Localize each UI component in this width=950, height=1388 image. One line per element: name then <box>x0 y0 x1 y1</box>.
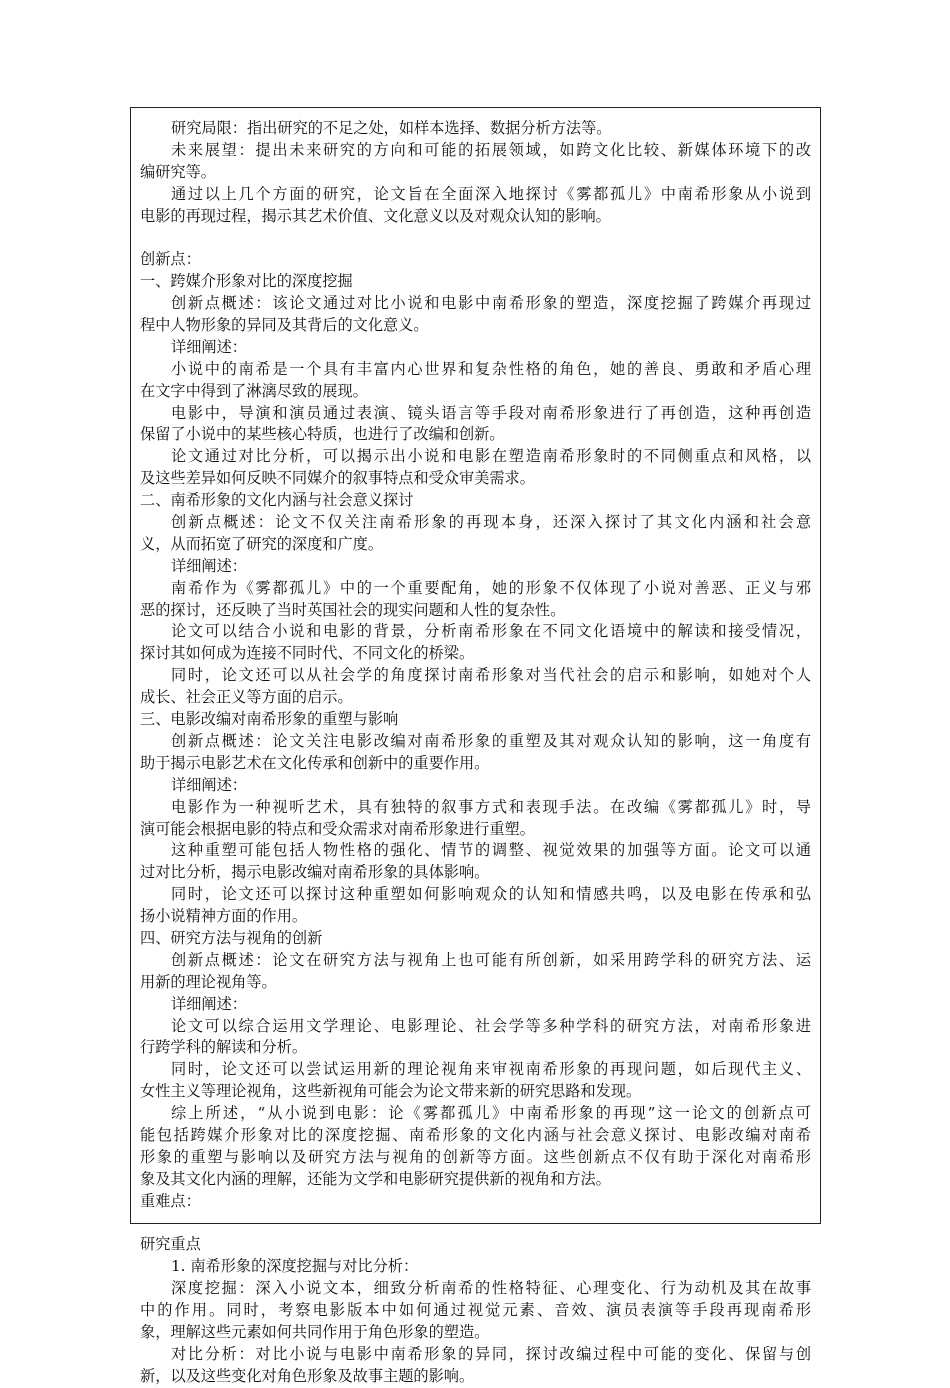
text-line: 创新点概述：论文关注电影改编对南希形象的重塑及其对观众认知的影响，这一角度有 <box>171 731 811 750</box>
text-line: 形象的重塑与影响以及研究方法与视角的创新等方面。这些创新点不仅有助于深化对南希形 <box>140 1147 811 1166</box>
text-line: 通过以上几个方面的研究，论文旨在全面深入地探讨《雾都孤儿》中南希形象从小说到 <box>171 184 811 203</box>
text-line: 详细阐述： <box>171 994 247 1013</box>
text-line: 同时，论文还可以尝试运用新的理论视角来审视南希形象的再现问题，如后现代主义、 <box>171 1060 811 1079</box>
text-line: 研究重点 <box>140 1235 201 1254</box>
text-line: 详细阐述： <box>171 556 247 575</box>
text-line: 对比分析：对比小说与电影中南希形象的异同，探讨改编过程中可能的变化、保留与创 <box>171 1344 811 1363</box>
text-line: 创新点概述：论文不仅关注南希形象的再现本身，还深入探讨了其文化内涵和社会意 <box>171 513 811 532</box>
text-line: 论文通过对比分析，可以揭示出小说和电影在塑造南希形象时的不同侧重点和风格，以 <box>171 447 811 466</box>
text-line: 综上所述，“从小说到电影：论《雾都孤儿》中南希形象的再现”这一论文的创新点可 <box>171 1104 811 1123</box>
text-line: 中的作用。同时，考察电影版本中如何通过视觉元素、音效、演员表演等手段再现南希形 <box>140 1301 811 1320</box>
text-line: 创新点概述：论文在研究方法与视角上也可能有所创新，如采用跨学科的研究方法、运 <box>171 950 811 969</box>
text-line: 用新的理论视角等。 <box>140 972 277 991</box>
text-line: 编研究等。 <box>140 162 216 181</box>
document-table-cell <box>130 107 821 1385</box>
text-line: 南希作为《雾都孤儿》中的一个重要配角，她的形象不仅体现了小说对善恶、正义与邪 <box>171 578 811 597</box>
text-line: 能包括跨媒介形象对比的深度挖掘、南希形象的文化内涵与社会意义探讨、电影改编对南希 <box>140 1125 811 1144</box>
text-line: 象，理解这些元素如何共同作用于角色形象的塑造。 <box>140 1322 490 1341</box>
text-line: 创新点： <box>140 250 201 269</box>
text-line: 过对比分析，揭示电影改编对南希形象的具体影响。 <box>140 863 490 882</box>
text-line: 二、南希形象的文化内涵与社会意义探讨 <box>140 491 414 510</box>
text-line: 重难点： <box>140 1191 201 1210</box>
text-line: 及这些差异如何反映不同媒介的叙事特点和受众审美需求。 <box>140 469 535 488</box>
text-line: 演可能会根据电影的特点和受众需求对南希形象进行重塑。 <box>140 819 535 838</box>
text-line: 详细阐述： <box>171 337 247 356</box>
text-line: 论文可以综合运用文学理论、电影理论、社会学等多种学科的研究方法，对南希形象进 <box>171 1016 811 1035</box>
text-line: 探讨其如何成为连接不同时代、不同文化的桥梁。 <box>140 644 475 663</box>
blank-line <box>140 227 811 249</box>
text-line: 论文可以结合小说和电影的背景，分析南希形象在不同文化语境中的解读和接受情况， <box>171 622 811 641</box>
blank-line <box>140 1213 811 1235</box>
text-line: 电影的再现过程，揭示其艺术价值、文化意义以及对观众认知的影响。 <box>140 206 611 225</box>
text-line: 详细阐述： <box>171 775 247 794</box>
text-line: 同时，论文还可以从社会学的角度探讨南希形象对当代社会的启示和影响，如她对个人 <box>171 666 811 685</box>
text-line: 扬小说精神方面的作用。 <box>140 907 308 926</box>
text-line: 创新点概述：该论文通过对比小说和电影中南希形象的塑造，深度挖掘了跨媒介再现过 <box>171 294 811 313</box>
text-line: 恶的探讨，还反映了当时英国社会的现实问题和人性的复杂性。 <box>140 600 566 619</box>
text-line: 程中人物形象的异同及其背后的文化意义。 <box>140 316 429 335</box>
text-line: 四、研究方法与视角的创新 <box>140 928 323 947</box>
text-line: 同时，论文还可以探讨这种重塑如何影响观众的认知和情感共鸣，以及电影在传承和弘 <box>171 885 811 904</box>
text-line: 1. 南希形象的深度挖掘与对比分析： <box>171 1257 419 1276</box>
text-line: 保留了小说中的某些核心特质，也进行了改编和创新。 <box>140 425 505 444</box>
text-line: 助于揭示电影艺术在文化传承和创新中的重要作用。 <box>140 753 490 772</box>
text-line: 未来展望：提出未来研究的方向和可能的拓展领域，如跨文化比较、新媒体环境下的改 <box>171 140 811 159</box>
text-line: 电影作为一种视听艺术，具有独特的叙事方式和表现手法。在改编《雾都孤儿》时，导 <box>171 797 811 816</box>
text-line: 一、跨媒介形象对比的深度挖掘 <box>140 272 353 291</box>
text-line: 小说中的南希是一个具有丰富内心世界和复杂性格的角色，她的善良、勇敢和矛盾心理 <box>171 359 811 378</box>
text-line: 研究局限：指出研究的不足之处，如样本选择、数据分析方法等。 <box>171 119 612 137</box>
text-line: 新，以及这些变化对角色形象及故事主题的影响。 <box>140 1366 475 1385</box>
text-line: 成长、社会正义等方面的启示。 <box>140 688 353 707</box>
text-line: 义，从而拓宽了研究的深度和广度。 <box>140 534 383 553</box>
text-line: 象及其文化内涵的理解，还能为文学和电影研究提供新的视角和方法。 <box>140 1169 611 1188</box>
text-line: 行跨学科的解读和分析。 <box>140 1038 308 1057</box>
text-line: 三、电影改编对南希形象的重塑与影响 <box>140 710 399 729</box>
text-line: 深度挖掘：深入小说文本，细致分析南希的性格特征、心理变化、行为动机及其在故事 <box>171 1279 811 1298</box>
text-line: 电影中，导演和演员通过表演、镜头语言等手段对南希形象进行了再创造，这种再创造 <box>171 403 811 422</box>
text-line: 在文字中得到了淋漓尽致的展现。 <box>140 381 368 400</box>
text-line: 这种重塑可能包括人物性格的强化、情节的调整、视觉效果的加强等方面。论文可以通 <box>171 841 811 860</box>
text-line: 女性主义等理论视角，这些新视角可能会为论文带来新的研究思路和发现。 <box>140 1082 642 1101</box>
